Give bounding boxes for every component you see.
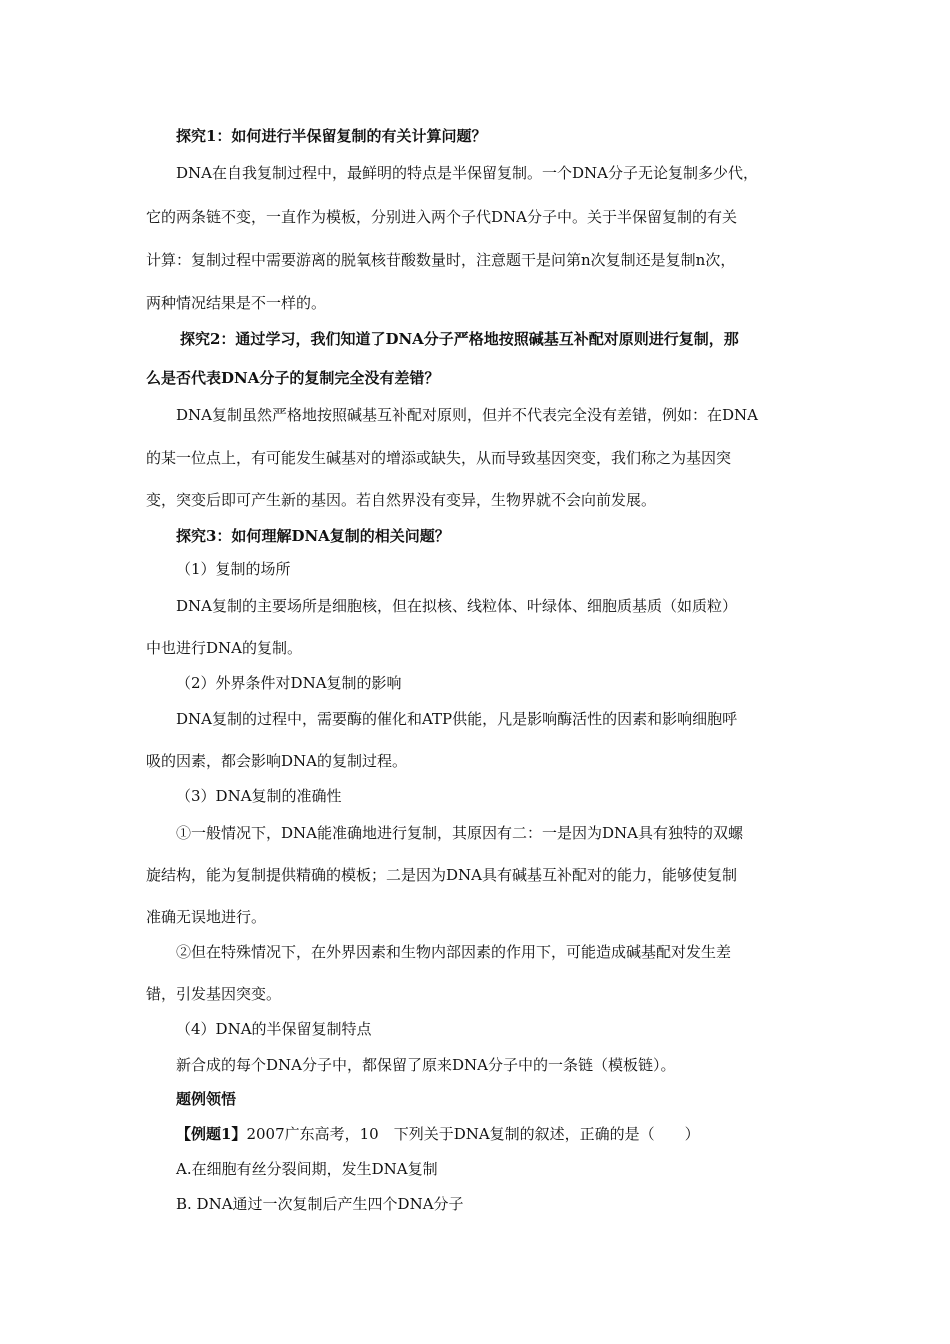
paragraph-line: 新合成的每个DNA分子中，都保留了原来DNA分子中的一条链（模板链）。	[176, 1056, 676, 1074]
heading-inquiry-2-cont: 么是否代表DNA分子的复制完全没有差错？	[146, 369, 440, 387]
paragraph-line: 错，引发基因突变。	[146, 985, 282, 1003]
paragraph-line: DNA在自我复制过程中，最鲜明的特点是半保留复制。一个DNA分子无论复制多少代，	[176, 164, 758, 182]
paragraph-line: 的某一位点上，有可能发生碱基对的增添或缺失，从而导致基因突变，我们称之为基因突	[146, 449, 732, 467]
heading-inquiry-3: 探究3：如何理解DNA复制的相关问题？	[176, 527, 450, 545]
example-text: 2007广东高考，10 下列关于DNA复制的叙述，正确的是（ ）	[246, 1125, 700, 1143]
subheading-semiconservative: （4）DNA的半保留复制特点	[176, 1020, 372, 1038]
heading-inquiry-1: 探究1：如何进行半保留复制的有关计算问题？	[176, 127, 487, 145]
example-tag: 【例题1】	[176, 1125, 247, 1143]
section-heading-examples: 题例领悟	[176, 1090, 237, 1108]
paragraph-line: DNA复制虽然严格地按照碱基互补配对原则，但并不代表完全没有差错，例如：在DNA	[176, 406, 758, 424]
paragraph-line: 旋结构，能为复制提供精确的模板；二是因为DNA具有碱基互补配对的能力，能够使复制	[146, 866, 737, 884]
paragraph-line: DNA复制的主要场所是细胞核，但在拟核、线粒体、叶绿体、细胞质基质（如质粒）	[176, 597, 737, 615]
option-b: B. DNA通过一次复制后产生四个DNA分子	[176, 1195, 464, 1213]
paragraph-line: 准确无误地进行。	[146, 908, 267, 926]
paragraph-line: ②但在特殊情况下，在外界因素和生物内部因素的作用下，可能造成碱基配对发生差	[176, 943, 732, 961]
paragraph-line: 中也进行DNA的复制。	[146, 639, 302, 657]
subheading-accuracy: （3）DNA复制的准确性	[176, 787, 342, 805]
paragraph-line: 吸的因素，都会影响DNA的复制过程。	[146, 752, 407, 770]
subheading-replication-site: （1）复制的场所	[176, 560, 291, 578]
paragraph-line: 两种情况结果是不一样的。	[146, 294, 327, 312]
paragraph-line: DNA复制的过程中，需要酶的催化和ATP供能，凡是影响酶活性的因素和影响细胞呼	[176, 710, 738, 728]
paragraph-line: 计算：复制过程中需要游离的脱氧核苷酸数量时，注意题干是问第n次复制还是复制n次，	[146, 251, 736, 269]
paragraph-line: 变，突变后即可产生新的基因。若自然界没有变异，生物界就不会向前发展。	[146, 491, 657, 509]
subheading-external-conditions: （2）外界条件对DNA复制的影响	[176, 674, 402, 692]
heading-inquiry-2: 探究2：通过学习，我们知道了DNA分子严格地按照碱基互补配对原则进行复制，那	[180, 330, 739, 348]
option-a: A.在细胞有丝分裂间期，发生DNA复制	[176, 1160, 438, 1178]
paragraph-line: ①一般情况下，DNA能准确地进行复制，其原因有二：一是因为DNA具有独特的双螺	[176, 824, 743, 842]
example-question	[176, 1124, 700, 1144]
paragraph-line: 它的两条链不变，一直作为模板，分别进入两个子代DNA分子中。关于半保留复制的有关	[146, 208, 737, 226]
